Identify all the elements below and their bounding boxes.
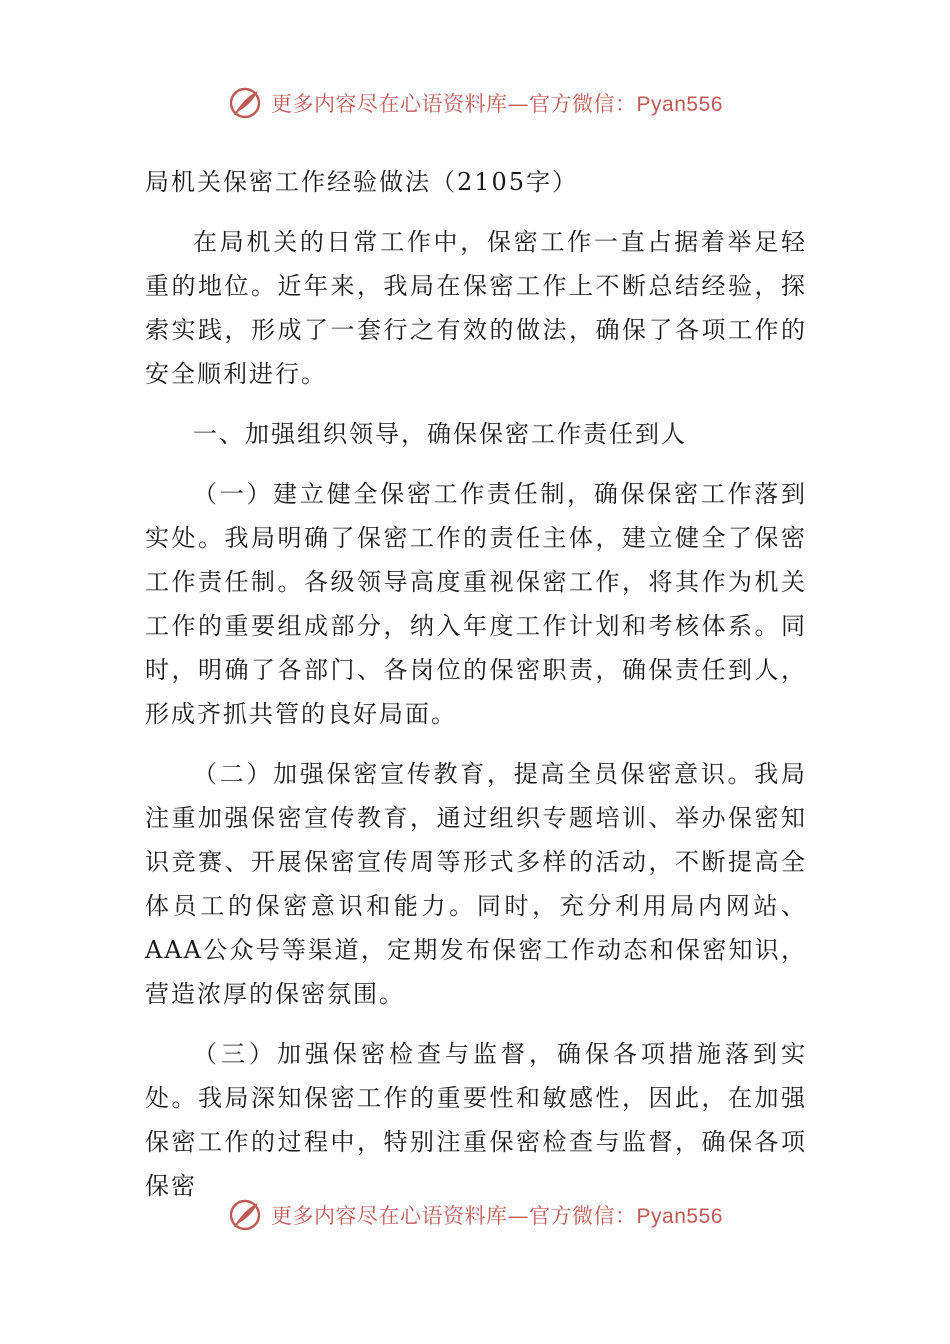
paragraph-item-2: （二）加强保密宣传教育，提高全员保密意识。我局注重加强保密宣传教育，通过组织专题培训、举办保密知识竞赛、开展保密宣传周等形式多样的活动，不断提高全体员工的保密意识和能力。同时，充分利用局内网站、AAA公众号等渠道，定期发布保密工作动态和保密知识，营造浓厚的保密氛围。 [145,760,807,1008]
footer-wechat-id: Pyan556 [636,1205,723,1228]
section-heading-1: 一、加强组织领导，确保保密工作责任到人 [193,420,687,448]
document-body [145,160,807,1224]
paragraph-item-3: （三）加强保密检查与监督，确保各项措施落到实处。我局深知保密工作的重要性和敏感性，因此，在加强保密工作的过程中，特别注重保密检查与监督，确保各项保密 [145,1040,807,1200]
feather-pen-logo-icon [227,85,263,121]
header-banner-text: 更多内容尽在心语资料库—官方微信：Pyan556 [271,92,723,116]
header-banner [0,78,950,128]
feather-pen-logo-icon [227,1197,263,1233]
paragraph-item-1: （一）建立健全保密工作责任制，确保保密工作落到实处。我局明确了保密工作的责任主体，建立健全了保密工作责任制。各级领导高度重视保密工作，将其作为机关工作的重要组成部分，纳入年度工作计划和考核体系。同时，明确了各部门、各岗位的保密职责，确保责任到人，形成齐抓共管的良好局面。 [145,480,807,728]
footer-banner [0,1190,950,1240]
paragraph-intro: 在局机关的日常工作中，保密工作一直占据着举足轻重的地位。近年来，我局在保密工作上不断总结经验，探索实践，形成了一套行之有效的做法，确保了各项工作的安全顺利进行。 [145,228,807,388]
footer-banner-text: 更多内容尽在心语资料库—官方微信：Pyan556 [271,1204,723,1228]
document-title: 局机关保密工作经验做法（2105字） [145,168,579,196]
header-wechat-id: Pyan556 [636,93,723,116]
